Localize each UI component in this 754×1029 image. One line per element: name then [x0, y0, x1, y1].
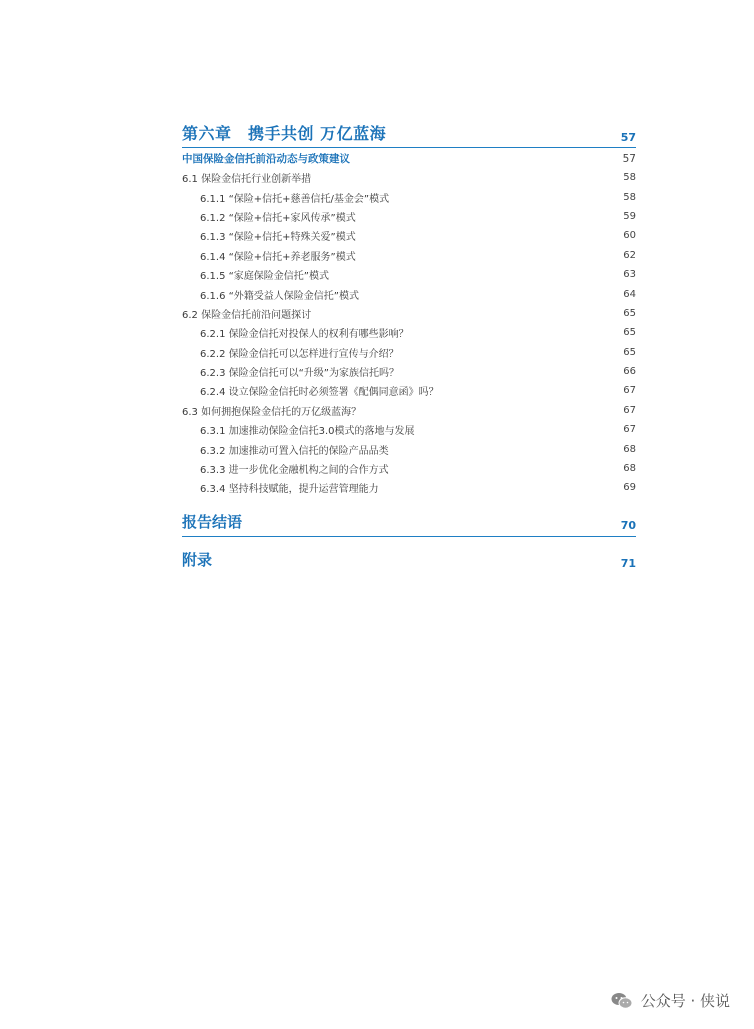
- watermark-text: 公众号 · 侠说: [640, 992, 730, 1010]
- toc-entry-page: 63: [623, 269, 636, 281]
- conclusion-page: 70: [620, 519, 636, 532]
- wechat-icon: [611, 992, 633, 1010]
- toc-entry[interactable]: [182, 187, 636, 206]
- toc-entry[interactable]: [182, 207, 636, 226]
- appendix-title: 附录: [182, 551, 213, 569]
- wechat-watermark: [611, 990, 730, 1011]
- chapter-subtitle-label: 中国保险金信托前沿动态与政策建议: [182, 153, 350, 165]
- toc-entry[interactable]: [182, 401, 636, 420]
- toc-entry[interactable]: [182, 168, 636, 187]
- toc-entry[interactable]: [182, 459, 636, 478]
- toc-entry-label: 6.1.1 “保险+信托+慈善信托/基金会”模式: [200, 193, 390, 205]
- toc-entry-page: 66: [623, 366, 636, 378]
- toc-entry-label: 6.2.1 保险金信托对投保人的权利有哪些影响？: [200, 329, 409, 341]
- appendix-heading[interactable]: [182, 548, 636, 574]
- chapter-subtitle[interactable]: [182, 149, 636, 168]
- toc-entry-label: 6.3.1 加速推动保险金信托3.0模式的落地与发展: [200, 426, 415, 438]
- toc-entry-page: 60: [623, 230, 636, 242]
- toc-entry-page: 67: [623, 404, 636, 416]
- toc-entry-page: 67: [623, 385, 636, 397]
- toc-entry[interactable]: [182, 323, 636, 342]
- toc-entry-label: 6.2.4 设立保险金信托时必须签署《配偶同意函》吗？: [200, 387, 439, 399]
- chapter-title: 第六章 携手共创 万亿蓝海: [182, 124, 387, 143]
- toc-entry[interactable]: [182, 439, 636, 458]
- toc-entry-label: 6.1.6 “外籍受益人保险金信托”模式: [200, 290, 359, 302]
- toc-entry-label: 6.3.4 坚持科技赋能，提升运营管理能力: [200, 484, 379, 496]
- toc-entry-page: 59: [623, 210, 636, 222]
- toc-entry-page: 64: [623, 288, 636, 300]
- toc-entry-page: 68: [623, 463, 636, 475]
- toc-entry-page: 67: [623, 424, 636, 436]
- toc-entry[interactable]: [182, 381, 636, 400]
- toc-entry-page: 68: [623, 443, 636, 455]
- toc-entry-page: 58: [623, 191, 636, 203]
- toc-entry[interactable]: [182, 478, 636, 497]
- toc-entry-label: 6.1.3 “保险+信托+特殊关爱”模式: [200, 232, 356, 244]
- toc-entry[interactable]: [182, 304, 636, 323]
- toc-entry-label: 6.3.3 进一步优化金融机构之间的合作方式: [200, 465, 389, 477]
- toc-entry[interactable]: [182, 246, 636, 265]
- toc-entry-label: 6.2.3 保险金信托可以“升级”为家族信托吗？: [200, 368, 399, 380]
- toc-entry[interactable]: [182, 226, 636, 245]
- table-of-contents: [182, 122, 636, 498]
- toc-entry-page: 62: [623, 249, 636, 261]
- toc-entry-label: 6.3.2 加速推动可置入信托的保险产品品类: [200, 445, 389, 457]
- toc-entry-label: 6.2.2 保险金信托可以怎样进行宣传与介绍？: [200, 348, 399, 360]
- toc-entry-page: 69: [623, 482, 636, 494]
- toc-entry-page: 65: [623, 307, 636, 319]
- toc-entry-page: 58: [623, 172, 636, 184]
- appendix-page: 71: [620, 557, 636, 570]
- chapter-heading[interactable]: [182, 122, 636, 148]
- toc-entry[interactable]: [182, 265, 636, 284]
- toc-entry[interactable]: [182, 343, 636, 362]
- toc-entry-page: 65: [623, 327, 636, 339]
- toc-entry-label: 6.1.5 “家庭保险金信托”模式: [200, 271, 329, 283]
- toc-entry-label: 6.2 保险金信托前沿问题探讨: [182, 309, 312, 321]
- conclusion-title: 报告结语: [182, 513, 243, 531]
- toc-entry[interactable]: [182, 420, 636, 439]
- toc-entry-label: 6.1.4 “保险+信托+养老服务”模式: [200, 251, 356, 263]
- chapter-subtitle-page: 57: [622, 152, 636, 165]
- toc-entry[interactable]: [182, 284, 636, 303]
- toc-entry-label: 6.3 如何拥抱保险金信托的万亿级蓝海？: [182, 406, 362, 418]
- toc-entry-page: 65: [623, 346, 636, 358]
- conclusion-heading[interactable]: [182, 510, 636, 537]
- toc-entry-label: 6.1.2 “保险+信托+家风传承”模式: [200, 212, 356, 224]
- toc-entry[interactable]: [182, 362, 636, 381]
- toc-entry-label: 6.1 保险金信托行业创新举措: [182, 174, 312, 186]
- chapter-page-number: 57: [620, 131, 636, 144]
